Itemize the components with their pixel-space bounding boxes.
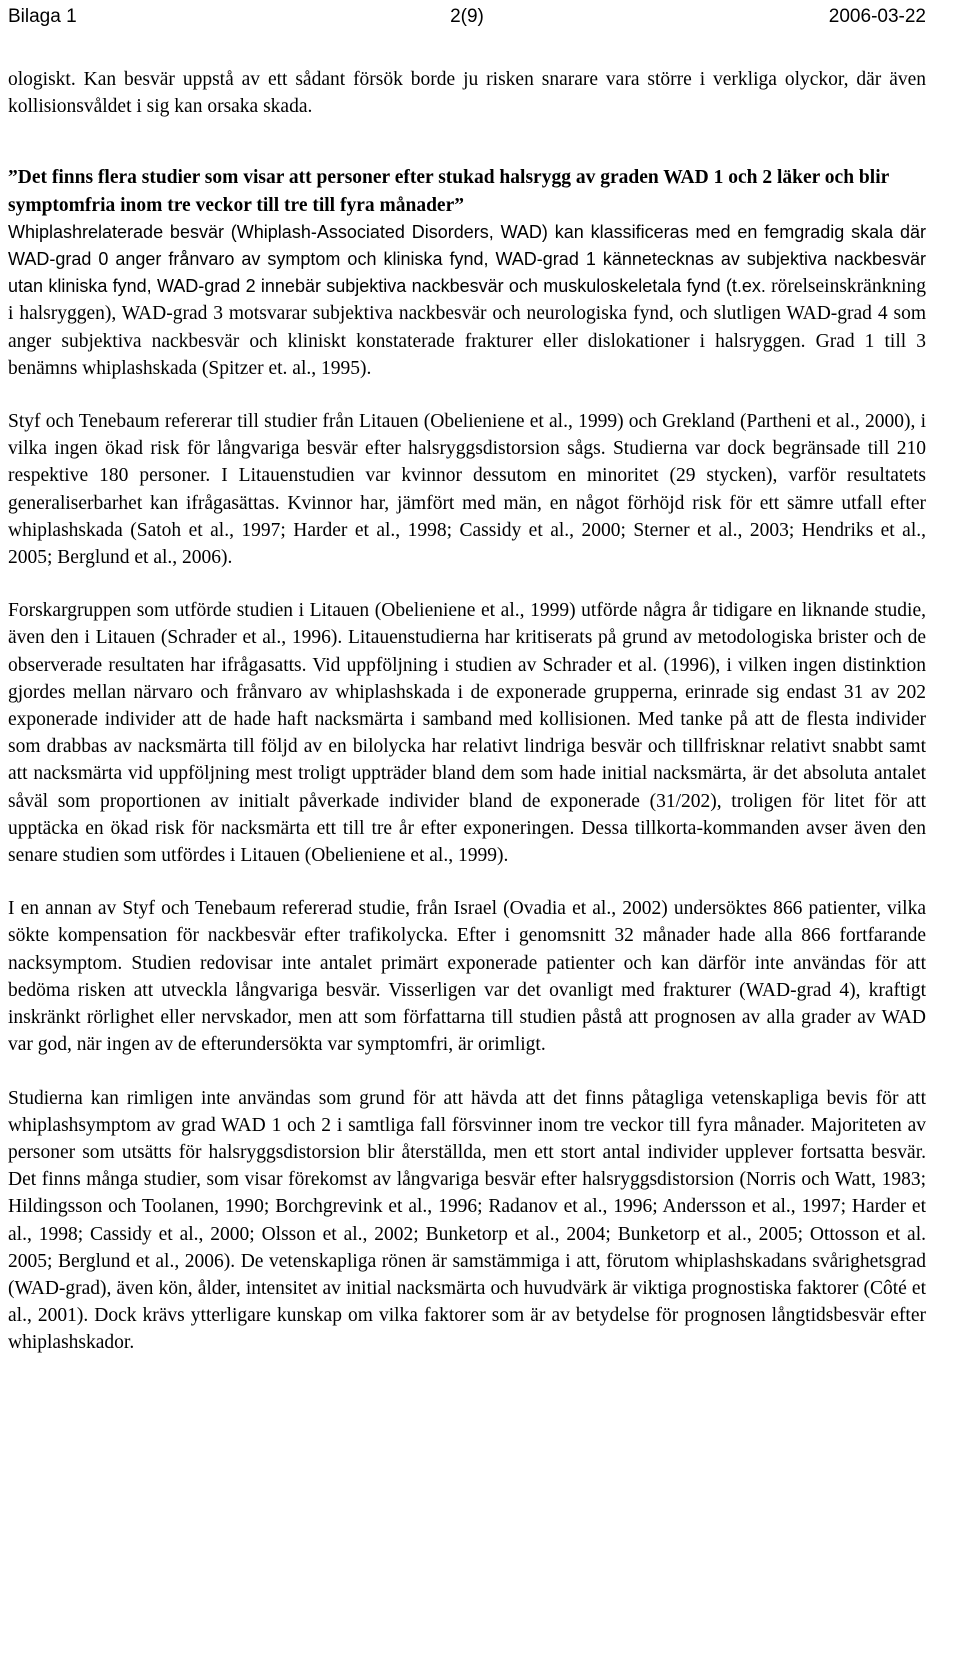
header-date: 2006-03-22	[828, 6, 926, 27]
wad-definition-serif-part: rörelseinskränkning i halsryggen), WAD-grad 3 motsvarar subjektiva nackbesvär och neurologiska fynd, och slutligen WAD-grad 4 som anger subjektiva nackbesvär och kliniskt konstaterade frakturer eller dislokationer i halsryggen. Grad 1 till 3 benämns whiplashskada (Spitzer et. al., 1995).	[8, 276, 926, 379]
lithuania-greece-paragraph: Styf och Tenebaum refererar till studier från Litauen (Obelieniene et al., 1999) och Grekland (Partheni et al., 2000), i vilka ingen ökad risk för långvariga besvär efter halsryggsdistorsion sågs. Studierna var dock begränsade till 210 respektive 180 personer. I Litauenstudien var kvinnor dessutom en minoritet (29 stycken), varför resultatets generaliserbarhet kan ifrågasättas. Kvinnor har, jämfört med män, en något förhöjd risk för ett sämre utfall efter whiplashskada (Satoh et al., 1997; Harder et al., 1998; Cassidy et al., 2000; Sterner et al., 2003; Hendriks et al., 2005; Berglund et al., 2006).	[8, 411, 926, 569]
wad-definition-paragraph	[8, 219, 926, 382]
israel-study-paragraph: I en annan av Styf och Tenebaum refererad studie, från Israel (Ovadia et al., 2002) undersöktes 866 patienter, vilka sökte kompensation för nackbesvär efter trafikolycka. Efter i genomsnitt 32 månader hade alla 866 fortfarande nacksymptom. Studien redovisar inte antalet primärt exponerade patienter och kan därför inte användas för att bedöma risken att utveckla långvariga besvär. Visserligen var det ovanligt med frakturer (WAD-grad 4), kraftigt inskränkt rörlighet eller nervskador, men att som författarna till studien påstå att prognosen av alla grader av WAD var god, när ingen av de efterundersökta var symptomfri, är orimligt.	[8, 898, 926, 1056]
header-appendix-label: Bilaga 1	[8, 6, 77, 27]
page-header	[8, 0, 926, 34]
quoted-claim-heading: ”Det finns flera studier som visar att personer efter stukad halsrygg av graden WAD 1 och 2 läker och blir symptomfria inom tre veckor till tre till fyra månader”	[8, 167, 889, 216]
lithuania-research-paragraph: Forskargruppen som utförde studien i Litauen (Obelieniene et al., 1999) utförde några år tidigare en liknande studie, även den i Litauen (Schrader et al., 1996). Litauenstudierna har kritiserats på grund av metodologiska brister och de observerade resultaten har ifrågasatts. Vid uppföljning i studien av Schrader et al. (1996), i vilken ingen distinktion gjordes mellan närvaro och frånvaro av whiplashskada i de exponerade grupperna, erinrade sig endast 31 av 202 exponerade individer att de hade haft nacksmärta i samband med kollisionen. Med tanke på att de flesta individer som drabbas av nacksmärta till följd av en bilolycka har relativt lindriga besvär och tillfrisknar relativt snabbt samt att nacksmärta vid uppföljning mest troligt uppträder bland dem som hade initial nacksmärta, är det absoluta antalet såväl som proportionen av initialt påverkade individer bland de exponerade (31/202), troligen för litet för att upptäcka en ökad risk för nacksmärta ett till tre år efter exponeringen. Dessa tillkorta-kommanden avser även den senare studien som utfördes i Litauen (Obelieniene et al., 1999).	[8, 600, 926, 867]
intro-paragraph: ologiskt. Kan besvär uppstå av ett sådant försök borde ju risken snarare vara större i verkliga olyckor, där även kollisionsvåldet i sig kan orsaka skada.	[8, 69, 926, 118]
wad-definition-sans-part: Whiplashrelaterade besvär (Whiplash-Associated Disorders, WAD) kan klassificeras med en femgradig skala där WAD-grad 0 anger frånvaro av symptom och kliniska fynd, WAD-grad 1 kännetecknas av subjektiva nackbesvär utan kliniska fynd, WAD-grad 2 innebär subjektiva nackbesvär och muskuloskeletala fynd (t.ex.	[8, 221, 926, 297]
document-body	[8, 66, 926, 1383]
conclusion-paragraph: Studierna kan rimligen inte användas som grund för att hävda att det finns påtagliga vetenskapliga bevis för att whiplashsymptom av grad WAD 1 och 2 i samtliga fall försvinner inom tre veckor till fyra månader. Majoriteten av personer som utsätts för halsryggsdistorsion blir återställda, men ett stort antal individer upplever fortsatta besvär. Det finns många studier, som visar förekomst av långvariga besvär efter halsryggsdistorsion (Norris och Watt, 1983; Hildingsson och Toolanen, 1990; Borchgrevink et al., 1996; Radanov et al., 1996; Andersson et al., 1997; Harder et al., 1998; Cassidy et al., 2000; Olsson et al., 2002; Bunketorp et al., 2004; Bunketorp et al., 2005; Ottosson et al. 2005; Berglund et al., 2006). De vetenskapliga rönen är samstämmiga i att, förutom whiplashskadans svårighetsgrad (WAD-grad), även kön, ålder, intensitet av initial nacksmärta och huvudvärk är viktiga prognostiska faktorer (Côté et al., 2001). Dock krävs ytterligare kunskap om vilka faktorer som är av betydelse för prognosen långtidsbesvär efter whiplashskador.	[8, 1087, 926, 1354]
header-page-number: 2(9)	[450, 6, 484, 27]
